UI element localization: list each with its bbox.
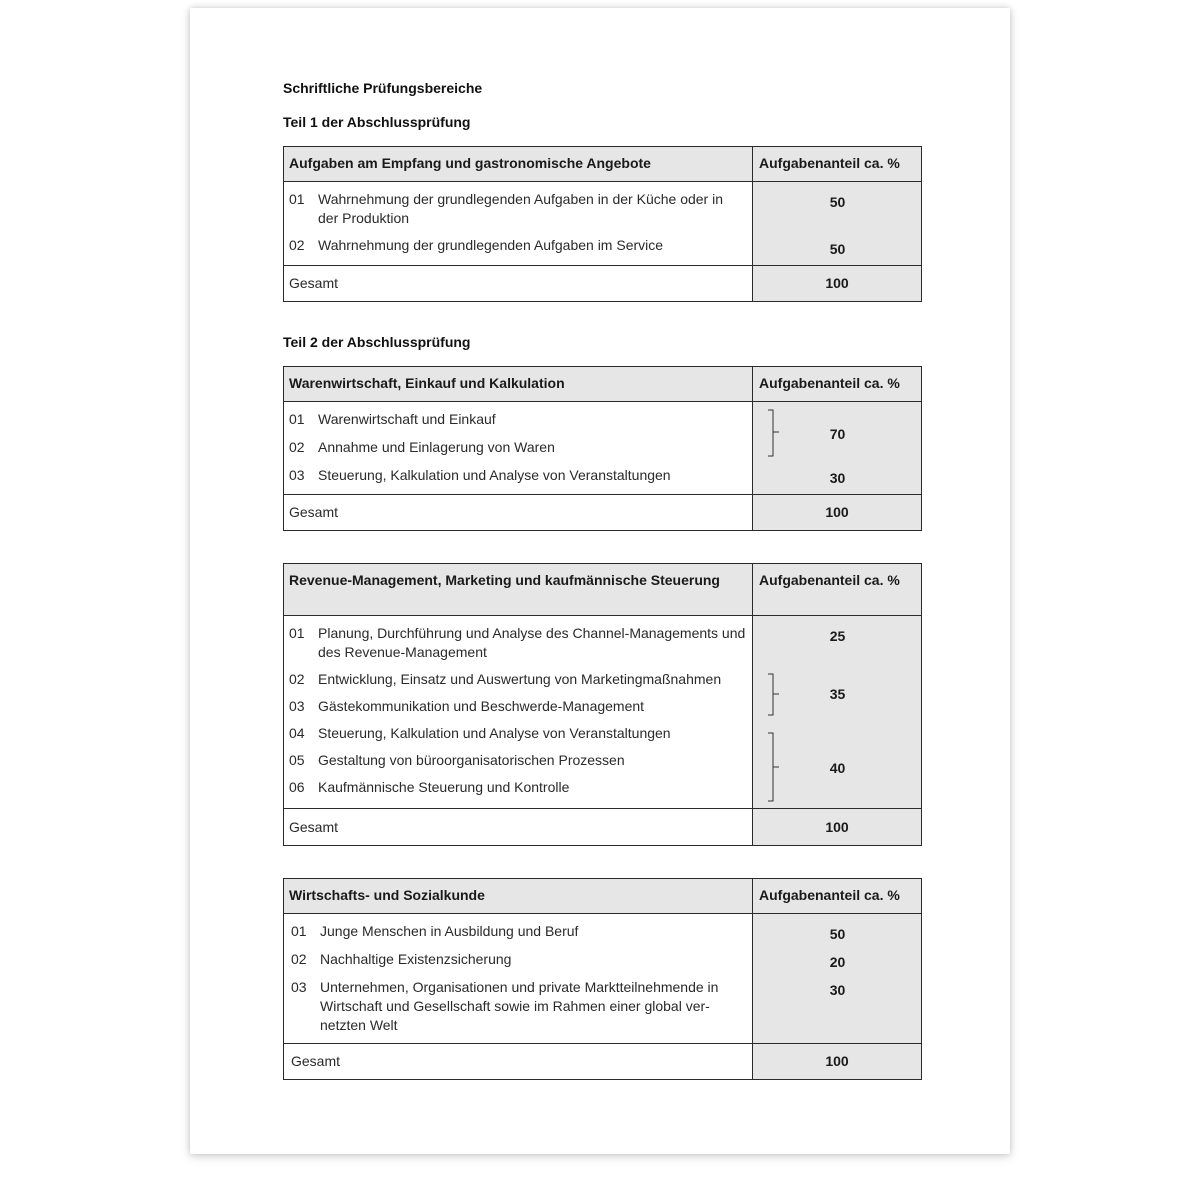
- item-number: 02: [289, 237, 305, 253]
- percentage-value: 35: [829, 686, 846, 702]
- total-label: Gesamt: [284, 809, 753, 846]
- item-number: 05: [289, 752, 305, 768]
- item-number: 03: [291, 979, 307, 995]
- total-label: Gesamt: [284, 495, 753, 531]
- part1-heading: Teil 1 der Abschlussprüfung: [283, 114, 471, 130]
- percentage-value: 50: [829, 194, 846, 210]
- item-text: Steuerung, Kalkulation und Analyse von Veranstaltungen: [318, 725, 671, 741]
- percentage-cell: [753, 616, 922, 809]
- percentage-header: Aufgabenanteil ca. %: [753, 564, 922, 616]
- total-label: Gesamt: [284, 1044, 753, 1080]
- items-cell: [284, 914, 753, 1044]
- list-item: [289, 438, 746, 457]
- item-number: 02: [291, 951, 307, 967]
- table-header: Wirtschafts- und Sozialkunde: [284, 879, 753, 914]
- items-cell: [284, 616, 753, 809]
- item-number: 02: [289, 439, 305, 455]
- item-number: 04: [289, 725, 305, 741]
- percentage-header: Aufgabenanteil ca. %: [753, 367, 922, 402]
- item-number: 03: [289, 467, 305, 483]
- item-text: Planung, Durchführung und Analyse des Channel-Managements und des Revenue-Management: [318, 625, 746, 660]
- item-text: Kaufmännische Steuerung und Kontrolle: [318, 779, 570, 795]
- list-item: [289, 697, 746, 716]
- total-value: 100: [753, 1044, 922, 1080]
- total-label: Gesamt: [284, 266, 753, 302]
- percentage-value: 20: [829, 954, 846, 970]
- item-text: Gästekommunikation und Beschwerde-Management: [318, 698, 645, 714]
- percentage-value: 50: [829, 241, 846, 257]
- list-item: [289, 190, 746, 228]
- item-text: Entwicklung, Einsatz und Auswertung von Marketingmaßnahmen: [318, 671, 722, 687]
- item-number: 01: [289, 411, 305, 427]
- exam-table-2: [283, 366, 922, 531]
- percentage-cell: [753, 182, 922, 266]
- list-item: [291, 922, 746, 941]
- table-header: Revenue-Management, Marketing und kaufmännische Steuerung: [284, 564, 753, 616]
- percentage-value: 40: [829, 760, 846, 776]
- list-item: [289, 724, 746, 743]
- exam-table-1: [283, 146, 922, 302]
- percentage-value: 30: [829, 982, 846, 998]
- percentage-value: 30: [829, 470, 846, 486]
- item-text: Gestaltung von büroorganisatorischen Prozessen: [318, 752, 625, 768]
- item-text: Junge Menschen in Ausbildung und Beruf: [320, 923, 579, 939]
- list-item: [291, 978, 746, 1035]
- list-item: [289, 236, 746, 255]
- percentage-header: Aufgabenanteil ca. %: [753, 147, 922, 182]
- item-text: Wahrnehmung der grundlegenden Aufgaben in der Küche oder in der Produktion: [318, 191, 723, 226]
- item-number: 02: [289, 671, 305, 687]
- percentage-value: 70: [829, 426, 846, 442]
- percentage-cell: [753, 402, 922, 495]
- percentage-header: Aufgabenanteil ca. %: [753, 879, 922, 914]
- items-cell: [284, 182, 753, 266]
- list-item: [289, 466, 746, 485]
- exam-table-4: [283, 878, 922, 1080]
- percentage-value: 25: [829, 628, 846, 644]
- item-number: 06: [289, 779, 305, 795]
- percentage-value: 50: [829, 926, 846, 942]
- list-item: [289, 410, 746, 429]
- list-item: [289, 778, 746, 797]
- part2-heading: Teil 2 der Abschlussprüfung: [283, 334, 471, 350]
- table-header: Aufgaben am Empfang und gastronomische Angebote: [284, 147, 753, 182]
- item-text: Warenwirtschaft und Einkauf: [318, 411, 496, 427]
- exam-table-3: [283, 563, 922, 846]
- item-number: 01: [289, 625, 305, 641]
- list-item: [289, 751, 746, 770]
- item-text: Steuerung, Kalkulation und Analyse von Veranstaltungen: [318, 467, 671, 483]
- list-item: [291, 950, 746, 969]
- item-number: 01: [291, 923, 307, 939]
- list-item: [289, 670, 746, 689]
- item-text: Annahme und Einlagerung von Waren: [318, 439, 555, 455]
- item-text: Wahrnehmung der grundlegenden Aufgaben im Service: [318, 237, 664, 253]
- list-item: [289, 624, 746, 662]
- total-value: 100: [753, 809, 922, 846]
- document-title: Schriftliche Prüfungsbereiche: [283, 80, 483, 96]
- items-cell: [284, 402, 753, 495]
- item-number: 03: [289, 698, 305, 714]
- item-number: 01: [289, 191, 305, 207]
- item-text: Unternehmen, Organisationen und private Marktteilnehmende in Wirtschaft und Gesellschaft sowie im Rahmen einer global ver-netzten Welt: [320, 979, 719, 1033]
- total-value: 100: [753, 495, 922, 531]
- total-value: 100: [753, 266, 922, 302]
- table-header: Warenwirtschaft, Einkauf und Kalkulation: [284, 367, 753, 402]
- percentage-cell: [753, 914, 922, 1044]
- item-text: Nachhaltige Existenzsicherung: [320, 951, 512, 967]
